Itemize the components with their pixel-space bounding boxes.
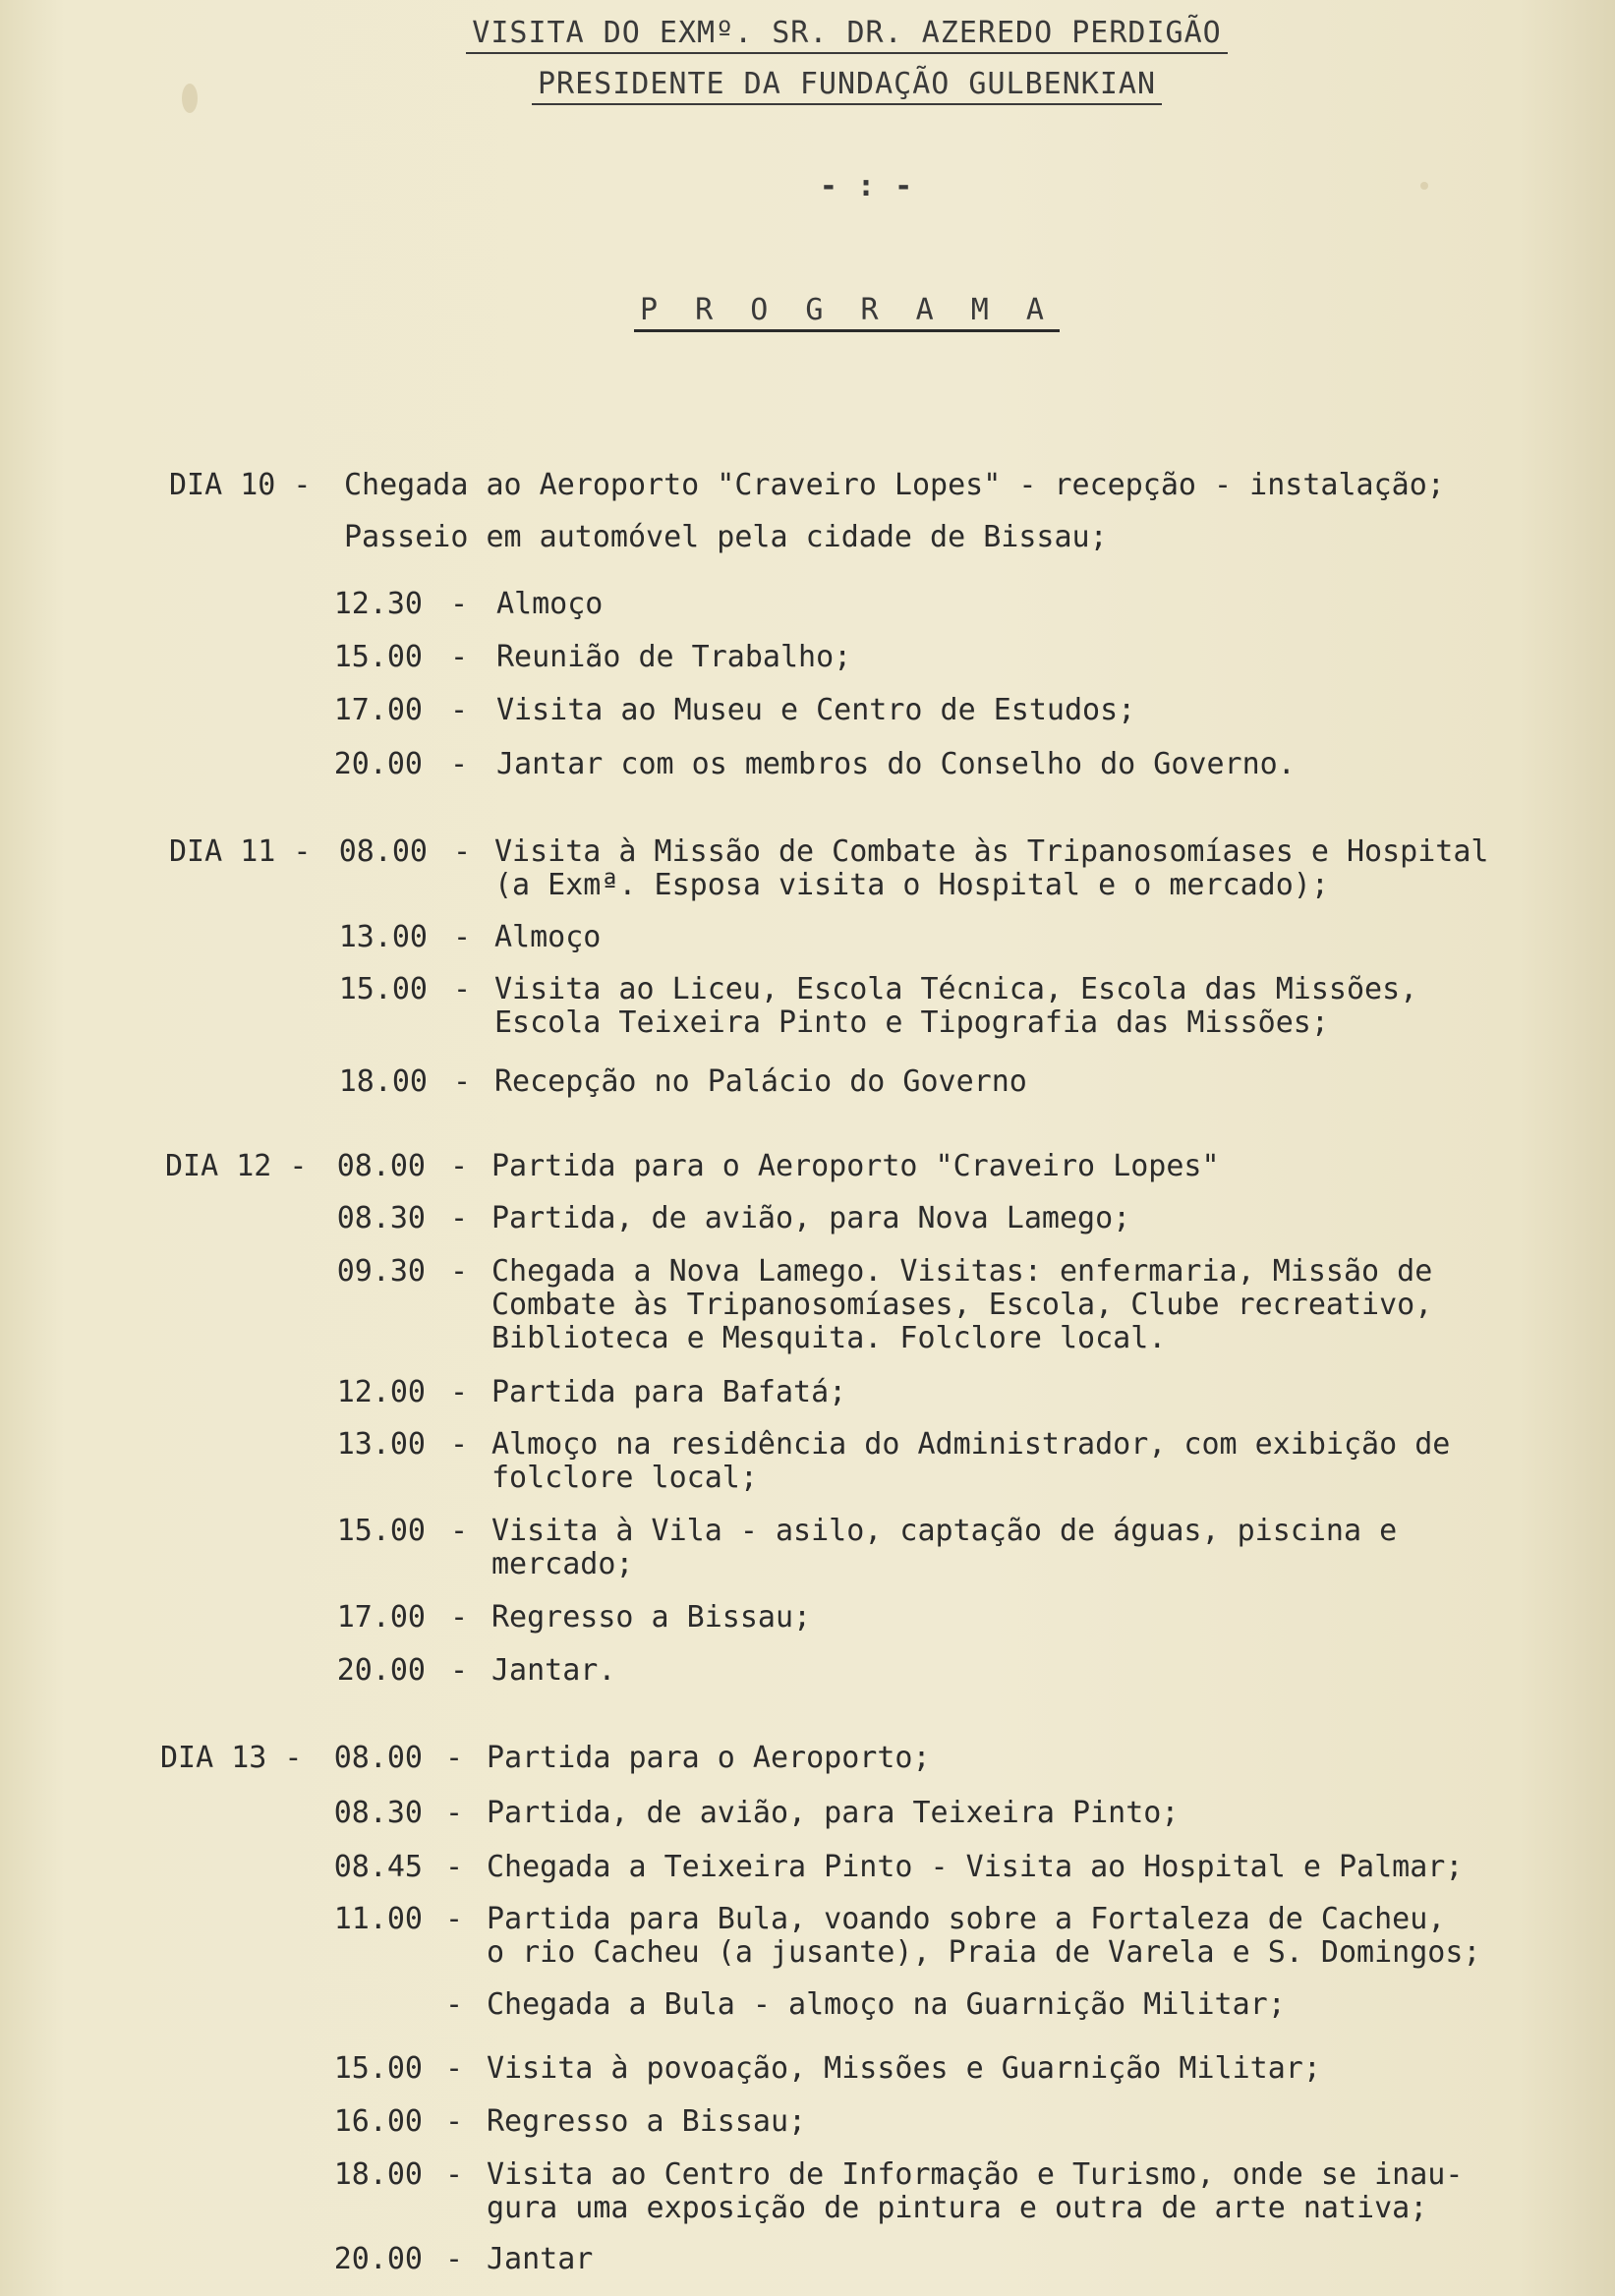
- day-label: DIA 12 -: [165, 1149, 308, 1183]
- schedule-time: 08.00: [336, 1149, 426, 1183]
- schedule-desc: Regresso a Bissau;: [487, 2104, 807, 2139]
- schedule-desc: Jantar com os membros do Conselho do Governo.: [496, 747, 1296, 781]
- schedule-time: 18.00: [333, 2157, 423, 2192]
- schedule-desc: Visita ao Museu e Centro de Estudos;: [496, 693, 1136, 727]
- schedule-dash: -: [449, 587, 469, 621]
- schedule-desc: Visita ao Liceu, Escola Técnica, Escola das Missões, Escola Teixeira Pinto e Tipografia das Missões;: [494, 972, 1418, 1040]
- schedule-dash: -: [449, 1514, 469, 1548]
- schedule-dash: -: [444, 1987, 464, 2022]
- schedule-dash: -: [452, 972, 472, 1006]
- header-separator: - : -: [819, 169, 914, 203]
- schedule-desc: Chegada a Teixeira Pinto - Visita ao Hospital e Palmar;: [487, 1850, 1464, 1884]
- schedule-desc: Visita ao Centro de Informação e Turismo, onde se inau- gura uma exposição de pintura e outra de arte nativa;: [487, 2157, 1464, 2225]
- schedule-desc: Partida para Bafatá;: [491, 1375, 847, 1409]
- header-line-2: PRESIDENTE DA FUNDAÇÃO GULBENKIAN: [39, 67, 1615, 101]
- schedule-dash: -: [449, 640, 469, 674]
- schedule-dash: -: [449, 747, 469, 781]
- schedule-time: 15.00: [338, 972, 428, 1006]
- schedule-dash: -: [449, 1254, 469, 1289]
- schedule-dash: -: [444, 2051, 464, 2086]
- schedule-time: 09.30: [336, 1254, 426, 1289]
- schedule-desc: Recepção no Palácio do Governo: [494, 1064, 1027, 1099]
- schedule-time: 17.00: [336, 1600, 426, 1635]
- day-intro: Passeio em automóvel pela cidade de Bissau;: [344, 520, 1108, 554]
- schedule-dash: -: [452, 834, 472, 869]
- schedule-desc: Partida para o Aeroporto "Craveiro Lopes": [491, 1149, 1220, 1183]
- schedule-dash: -: [449, 1149, 469, 1183]
- schedule-desc: Visita à Missão de Combate às Tripanosomíases e Hospital (a Exmª. Esposa visita o Hospital e o mercado);: [494, 834, 1489, 902]
- schedule-dash: -: [449, 1653, 469, 1688]
- schedule-time: 08.45: [333, 1850, 423, 1884]
- schedule-dash: -: [449, 1427, 469, 1462]
- schedule-dash: -: [452, 1064, 472, 1099]
- schedule-time: 20.00: [333, 747, 423, 781]
- schedule-time: 12.30: [333, 587, 423, 621]
- day-label: DIA 13 -: [160, 1741, 303, 1775]
- schedule-dash: -: [444, 1902, 464, 1936]
- schedule-desc: Jantar: [487, 2242, 594, 2276]
- schedule-time: 20.00: [333, 2242, 423, 2276]
- header-line-1: VISITA DO EXMº. SR. DR. AZEREDO PERDIGÃO: [39, 16, 1615, 50]
- schedule-time: 13.00: [338, 920, 428, 954]
- schedule-desc: Chegada a Bula - almoço na Guarnição Militar;: [487, 1987, 1286, 2022]
- schedule-time: 16.00: [333, 2104, 423, 2139]
- schedule-desc: Partida para o Aeroporto;: [487, 1741, 931, 1775]
- schedule-time: 15.00: [333, 2051, 423, 2086]
- schedule-desc: Partida, de avião, para Teixeira Pinto;: [487, 1796, 1180, 1830]
- schedule-dash: -: [444, 2157, 464, 2192]
- schedule-dash: -: [444, 1741, 464, 1775]
- schedule-desc: Almoço: [496, 587, 604, 621]
- schedule-time: 08.00: [338, 834, 428, 869]
- schedule-desc: Partida para Bula, voando sobre a Fortaleza de Cacheu, o rio Cacheu (a jusante), Praia de Varela e S. Domingos;: [487, 1902, 1481, 1970]
- schedule-desc: Regresso a Bissau;: [491, 1600, 812, 1635]
- schedule-desc: Almoço: [494, 920, 602, 954]
- schedule-time: 11.00: [333, 1902, 423, 1936]
- day-label: DIA 10 -: [169, 468, 312, 502]
- schedule-desc: Chegada a Nova Lamego. Visitas: enfermaria, Missão de Combate às Tripanosomíases, Escola, Clube recreativo, Biblioteca e Mesquita. Folclore local.: [491, 1254, 1433, 1355]
- schedule-dash: -: [444, 2104, 464, 2139]
- day-label: DIA 11 -: [169, 834, 312, 869]
- schedule-desc: Jantar.: [491, 1653, 616, 1688]
- day-intro: Chegada ao Aeroporto "Craveiro Lopes" - recepção - instalação;: [344, 468, 1445, 502]
- schedule-desc: Reunião de Trabalho;: [496, 640, 852, 674]
- schedule-time: 15.00: [333, 640, 423, 674]
- schedule-desc: Partida, de avião, para Nova Lamego;: [491, 1201, 1131, 1235]
- schedule-dash: -: [452, 920, 472, 954]
- schedule-dash: -: [449, 1600, 469, 1635]
- schedule-dash: -: [444, 2242, 464, 2276]
- schedule-time: 20.00: [336, 1653, 426, 1688]
- schedule-dash: -: [449, 1375, 469, 1409]
- schedule-time: 08.30: [333, 1796, 423, 1830]
- schedule-time: 15.00: [336, 1514, 426, 1548]
- schedule-dash: -: [444, 1850, 464, 1884]
- schedule-time: 17.00: [333, 693, 423, 727]
- schedule-time: 08.30: [336, 1201, 426, 1235]
- schedule-dash: -: [449, 1201, 469, 1235]
- program-title: P R O G R A M A: [39, 293, 1615, 327]
- schedule-dash: -: [449, 693, 469, 727]
- schedule-time: 13.00: [336, 1427, 426, 1462]
- schedule-desc: Almoço na residência do Administrador, com exibição de folclore local;: [491, 1427, 1451, 1495]
- schedule-dash: -: [444, 1796, 464, 1830]
- schedule-time: 18.00: [338, 1064, 428, 1099]
- schedule-time: 08.00: [333, 1741, 423, 1775]
- schedule-desc: Visita à povoação, Missões e Guarnição Militar;: [487, 2051, 1321, 2086]
- schedule-desc: Visita à Vila - asilo, captação de águas, piscina e mercado;: [491, 1514, 1398, 1581]
- schedule-time: 12.00: [336, 1375, 426, 1409]
